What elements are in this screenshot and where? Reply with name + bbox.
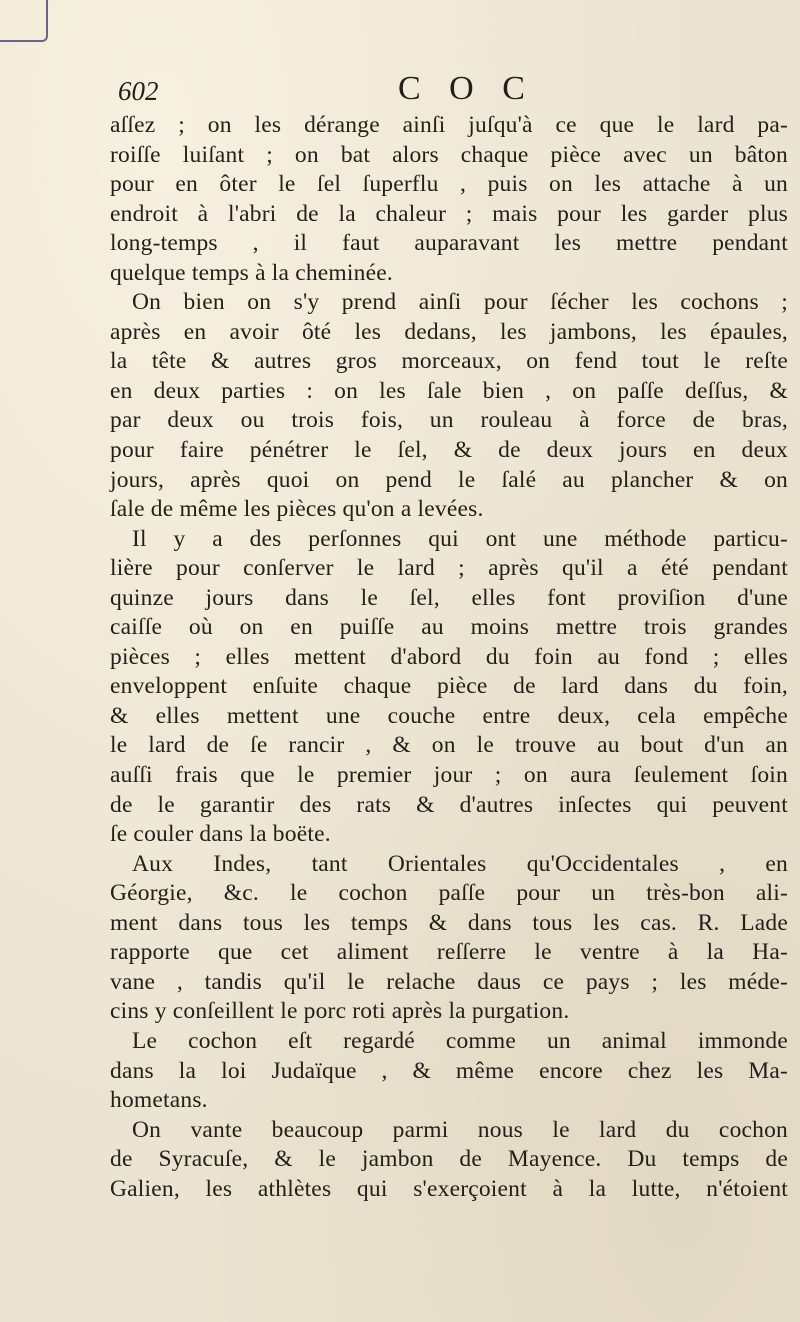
corner-bracket-mark bbox=[0, 0, 48, 42]
text-line: par deux ou trois fois, un rouleau à force de bras, bbox=[110, 407, 788, 434]
text-line: vane , tandis qu'il le relache daus ce pays ; les méde- bbox=[110, 968, 788, 995]
text-line: ſe couler dans la boëte. bbox=[110, 821, 331, 848]
text-line: Il y a des perſonnes qui ont une méthode particu- bbox=[132, 525, 788, 552]
text-line: rapporte que cet aliment reſſerre le ventre à la Ha- bbox=[110, 939, 788, 966]
text-line: pour faire pénétrer le ſel, & de deux jours en deux bbox=[110, 437, 788, 464]
text-line: Galien, les athlètes qui s'exerçoient à la lutte, n'étoient bbox=[110, 1175, 788, 1202]
text-line: après en avoir ôté les dedans, les jambons, les épaules, bbox=[110, 318, 788, 345]
text-line: pour en ôter le ſel ſuperflu , puis on les attache à un bbox=[110, 171, 788, 198]
text-line: caiſſe où on en puiſſe au moins mettre trois grandes bbox=[110, 614, 788, 641]
text-line: auſſi frais que le premier jour ; on aura ſeulement ſoin bbox=[110, 762, 788, 789]
text-line: Le cochon eſt regardé comme un animal immonde bbox=[132, 1027, 788, 1054]
text-line: On vante beaucoup parmi nous le lard du cochon bbox=[132, 1116, 788, 1143]
text-line: jours, après quoi on pend le ſalé au plancher & on bbox=[110, 466, 788, 493]
text-line: hometans. bbox=[110, 1087, 208, 1114]
text-line: quinze jours dans le ſel, elles font proviſion d'une bbox=[110, 584, 788, 611]
text-line: pièces ; elles mettent d'abord du foin au fond ; elles bbox=[110, 643, 788, 670]
text-line: Géorgie, &c. le cochon paſſe pour un très-bon ali- bbox=[110, 880, 788, 907]
text-line: ſale de même les pièces qu'on a levées. bbox=[110, 496, 484, 523]
page-header bbox=[118, 70, 788, 110]
text-line: roiſſe luiſant ; on bat alors chaque pièce avec un bâton bbox=[110, 141, 788, 168]
body-text bbox=[110, 111, 788, 1204]
text-line: endroit à l'abri de la chaleur ; mais pour les garder plus bbox=[110, 200, 788, 227]
text-line: ment dans tous les temps & dans tous les cas. R. Lade bbox=[110, 909, 788, 936]
text-line: en deux parties : on les ſale bien , on paſſe deſſus, & bbox=[110, 377, 788, 404]
page-number: 602 bbox=[118, 76, 159, 106]
text-line: enveloppent enſuite chaque pièce de lard dans du foin, bbox=[110, 673, 788, 700]
text-line: quelque temps à la cheminée. bbox=[110, 259, 393, 286]
text-line: & elles mettent une couche entre deux, cela empêche bbox=[110, 702, 788, 729]
text-line: long-temps , il faut auparavant les mettre pendant bbox=[110, 230, 788, 257]
running-head: C O C bbox=[398, 70, 535, 107]
text-line: cins y conſeillent le porc roti après la purgation. bbox=[110, 998, 570, 1025]
text-line: aſſez ; on les dérange ainſi juſqu'à ce que le lard pa- bbox=[110, 112, 788, 138]
text-line: lière pour conſerver le lard ; après qu'il a été pendant bbox=[110, 555, 788, 582]
text-line: dans la loi Judaïque , & même encore chez les Ma- bbox=[110, 1057, 788, 1084]
text-line: le lard de ſe rancir , & on le trouve au bout d'un an bbox=[110, 732, 788, 759]
text-line: Aux Indes, tant Orientales qu'Occidentales , en bbox=[132, 850, 788, 877]
text-line: la tête & autres gros morceaux, on fend tout le reſte bbox=[110, 348, 788, 375]
text-line: On bien on s'y prend ainſi pour ſécher les cochons ; bbox=[132, 289, 788, 316]
text-line: de le garantir des rats & d'autres inſectes qui peuvent bbox=[110, 791, 788, 818]
text-line: de Syracuſe, & le jambon de Mayence. Du temps de bbox=[110, 1146, 788, 1173]
